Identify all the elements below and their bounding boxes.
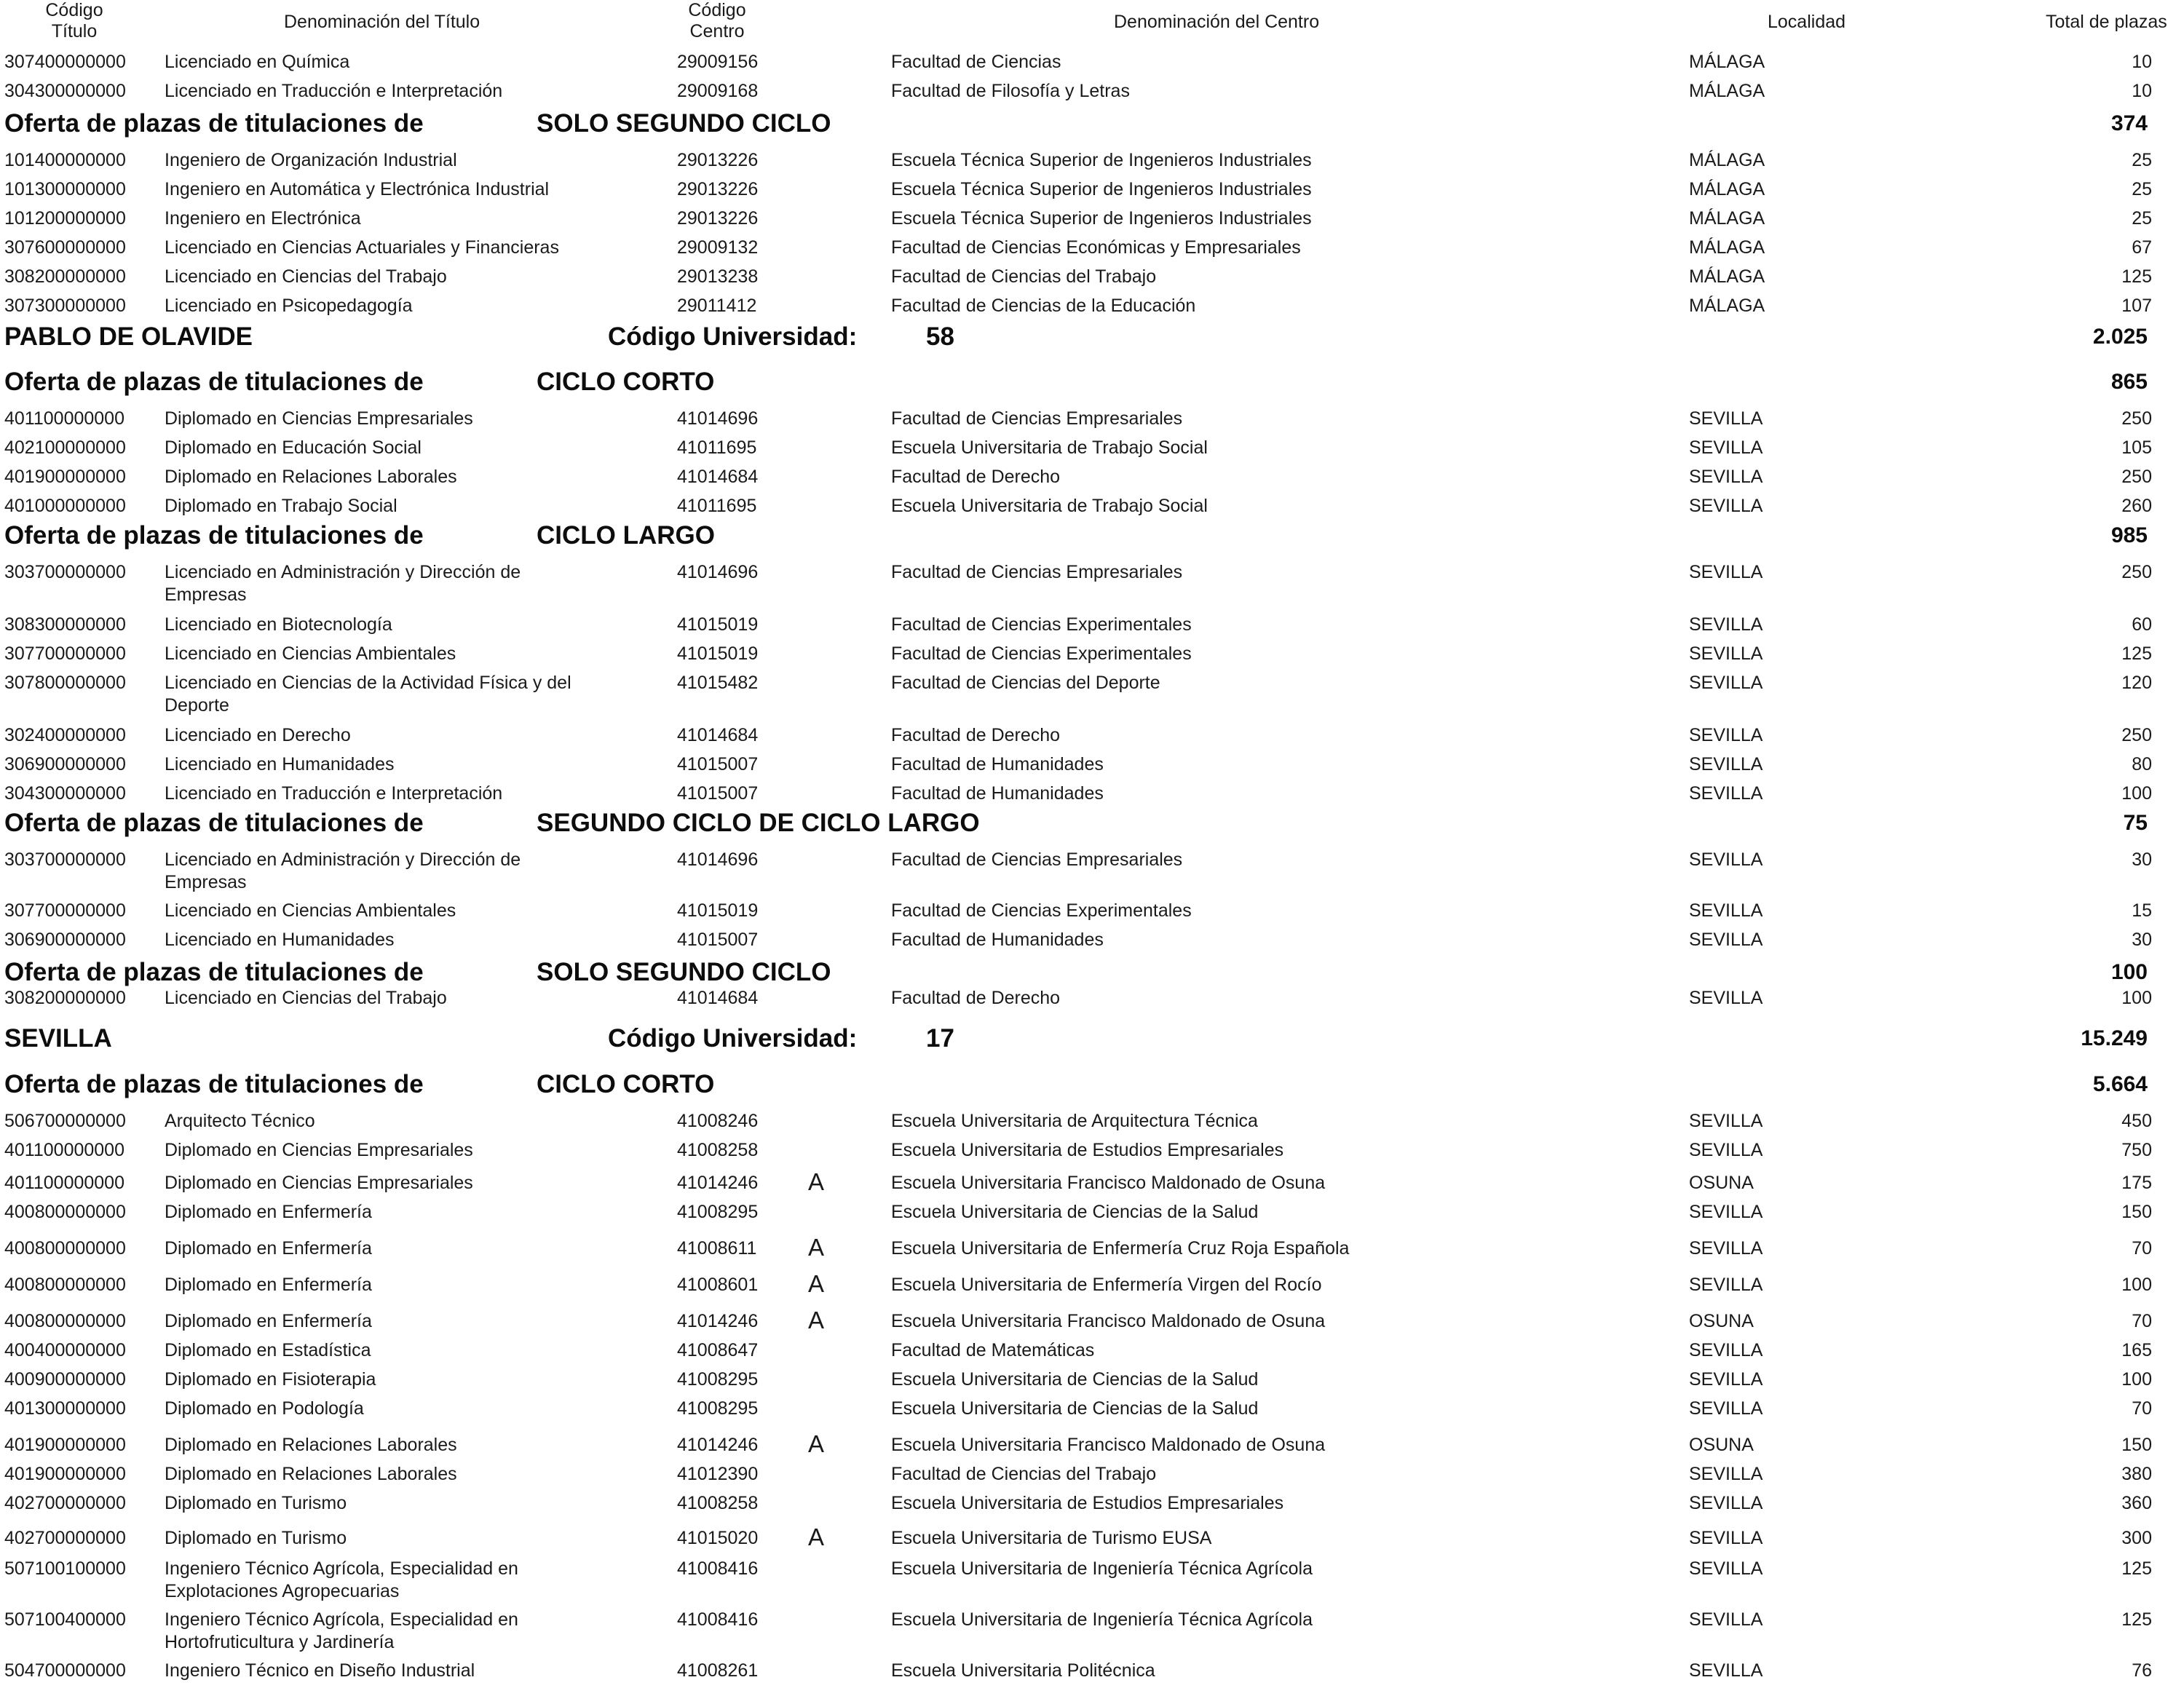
denominacion-titulo: Licenciado en Ciencias del Trabajo [165, 988, 447, 1008]
total-plazas: 250 [2121, 408, 2152, 429]
localidad: SEVILLA [1689, 614, 1763, 635]
codigo-titulo: 401100000000 [4, 1173, 124, 1193]
localidad: OSUNA [1689, 1173, 1754, 1193]
denominacion-centro: Facultad de Matemáticas [891, 1340, 1095, 1360]
localidad: SEVILLA [1689, 467, 1763, 487]
university-total: 15.249 [2081, 1026, 2148, 1050]
denominacion-centro: Facultad de Ciencias [891, 52, 1061, 72]
section-total: 75 [2123, 811, 2148, 835]
codigo-centro: 41014684 [677, 988, 759, 1008]
denominacion-centro: Facultad de Humanidades [891, 930, 1104, 950]
col-header-denominacion-titulo: Denominación del Título [284, 12, 480, 32]
total-plazas: 25 [2132, 208, 2152, 229]
localidad: SEVILLA [1689, 408, 1763, 429]
total-plazas: 25 [2132, 150, 2152, 170]
denominacion-titulo: Licenciado en Traducción e Interpretación [165, 783, 503, 804]
codigo-centro: 41014246 [677, 1435, 759, 1455]
codigo-centro: 29013226 [677, 208, 759, 229]
localidad: SEVILLA [1689, 900, 1763, 921]
localidad: SEVILLA [1689, 643, 1763, 664]
denominacion-centro: Facultad de Humanidades [891, 754, 1104, 774]
denominacion-centro: Facultad de Humanidades [891, 783, 1104, 804]
total-plazas: 360 [2121, 1493, 2152, 1513]
section-label: Oferta de plazas de titulaciones de [4, 521, 424, 550]
denominacion-centro: Escuela Técnica Superior de Ingenieros Industriales [891, 150, 1312, 170]
total-plazas: 150 [2121, 1435, 2152, 1455]
denominacion-titulo: Arquitecto Técnico [165, 1111, 315, 1131]
denominacion-centro: Escuela Universitaria de Arquitectura Técnica [891, 1111, 1258, 1131]
total-plazas: 260 [2121, 496, 2152, 516]
total-plazas: 125 [2121, 1609, 2152, 1630]
codigo-titulo: 307700000000 [4, 900, 126, 921]
codigo-centro: 29009168 [677, 81, 759, 101]
localidad: MÁLAGA [1689, 208, 1765, 229]
section-total: 865 [2110, 370, 2148, 394]
codigo-titulo: 101300000000 [4, 179, 126, 199]
total-plazas: 125 [2121, 1558, 2152, 1579]
denominacion-centro: Facultad de Ciencias de la Educación [891, 296, 1196, 316]
section-cycle: SOLO SEGUNDO CICLO [537, 958, 831, 986]
denominacion-centro: Facultad de Ciencias del Trabajo [891, 1464, 1157, 1484]
total-plazas: 100 [2121, 1275, 2152, 1295]
flag-a: A [808, 1430, 825, 1457]
localidad: MÁLAGA [1689, 150, 1765, 170]
denominacion-centro: Facultad de Ciencias del Deporte [891, 673, 1160, 693]
codigo-titulo: 507100100000 [4, 1558, 126, 1579]
total-plazas: 107 [2121, 296, 2152, 316]
codigo-centro: 41008647 [677, 1340, 759, 1360]
denominacion-titulo: Diplomado en Turismo [165, 1528, 347, 1548]
denominacion-titulo: Ingeniero Técnico Agrícola, Especialidad en Explotaciones Agropecuarias [165, 1558, 518, 1601]
codigo-centro: 29009156 [677, 52, 759, 72]
codigo-titulo: 308200000000 [4, 988, 126, 1008]
denominacion-centro: Escuela Universitaria de Ciencias de la Salud [891, 1202, 1259, 1222]
codigo-centro: 41008601 [677, 1275, 759, 1295]
denominacion-centro: Facultad de Derecho [891, 467, 1061, 487]
university-code-label: Código Universidad: [608, 1024, 858, 1053]
localidad: SEVILLA [1689, 1558, 1763, 1579]
total-plazas: 380 [2121, 1464, 2152, 1484]
codigo-titulo: 401100000000 [4, 408, 124, 429]
codigo-titulo: 400800000000 [4, 1275, 126, 1295]
codigo-centro: 29013226 [677, 150, 759, 170]
localidad: SEVILLA [1689, 496, 1763, 516]
codigo-centro: 29011412 [677, 296, 757, 316]
codigo-centro: 29013226 [677, 179, 759, 199]
denominacion-titulo: Licenciado en Química [165, 52, 350, 72]
university-total: 2.025 [2092, 325, 2148, 349]
codigo-titulo: 308300000000 [4, 614, 126, 635]
codigo-titulo: 401900000000 [4, 1435, 126, 1455]
codigo-titulo: 401300000000 [4, 1398, 126, 1419]
localidad: OSUNA [1689, 1435, 1754, 1455]
denominacion-titulo: Diplomado en Ciencias Empresariales [165, 408, 473, 429]
codigo-centro: 41014696 [677, 562, 759, 582]
denominacion-centro: Escuela Universitaria de Ingeniería Técnica Agrícola [891, 1609, 1313, 1630]
localidad: SEVILLA [1689, 988, 1763, 1008]
section-total: 374 [2110, 111, 2148, 135]
codigo-titulo: 401900000000 [4, 467, 126, 487]
localidad: SEVILLA [1689, 1528, 1763, 1548]
codigo-titulo: 303700000000 [4, 849, 126, 870]
denominacion-titulo: Licenciado en Administración y Dirección de Empresas [165, 562, 521, 605]
localidad: SEVILLA [1689, 725, 1763, 745]
flag-a: A [808, 1168, 825, 1195]
denominacion-titulo: Ingeniero en Automática y Electrónica Industrial [165, 179, 550, 199]
codigo-centro: 41015019 [677, 643, 759, 664]
section-total: 5.664 [2092, 1072, 2148, 1096]
section-cycle: CICLO LARGO [537, 521, 715, 550]
total-plazas: 250 [2121, 562, 2152, 582]
localidad: SEVILLA [1689, 754, 1763, 774]
codigo-centro: 41015007 [677, 754, 759, 774]
section-total: 985 [2110, 523, 2148, 547]
denominacion-titulo: Ingeniero en Electrónica [165, 208, 361, 229]
denominacion-titulo: Licenciado en Humanidades [165, 930, 395, 950]
total-plazas: 70 [2132, 1238, 2152, 1259]
codigo-titulo: 401100000000 [4, 1140, 124, 1160]
denominacion-centro: Escuela Universitaria de Trabajo Social [891, 496, 1208, 516]
section-cycle: CICLO CORTO [537, 368, 715, 396]
total-plazas: 15 [2132, 900, 2152, 921]
section-label: Oferta de plazas de titulaciones de [4, 368, 424, 396]
denominacion-centro: Facultad de Ciencias Experimentales [891, 643, 1192, 664]
codigo-titulo: 302400000000 [4, 725, 126, 745]
total-plazas: 100 [2121, 1369, 2152, 1390]
localidad: SEVILLA [1689, 1238, 1763, 1259]
codigo-centro: 41015007 [677, 783, 759, 804]
total-plazas: 80 [2132, 754, 2152, 774]
flag-a: A [808, 1234, 825, 1261]
localidad: MÁLAGA [1689, 179, 1765, 199]
denominacion-centro: Escuela Universitaria Francisco Maldonado de Osuna [891, 1173, 1326, 1193]
codigo-titulo: 504700000000 [4, 1660, 126, 1681]
codigo-titulo: 400900000000 [4, 1369, 126, 1390]
total-plazas: 25 [2132, 179, 2152, 199]
denominacion-titulo: Diplomado en Relaciones Laborales [165, 1464, 457, 1484]
col-header-codigo-centro: Código Centro [688, 0, 746, 41]
denominacion-titulo: Diplomado en Podología [165, 1398, 364, 1419]
codigo-centro: 41008295 [677, 1369, 759, 1390]
denominacion-centro: Facultad de Derecho [891, 725, 1061, 745]
denominacion-titulo: Diplomado en Trabajo Social [165, 496, 397, 516]
flag-a: A [808, 1270, 825, 1297]
localidad: SEVILLA [1689, 1369, 1763, 1390]
total-plazas: 100 [2121, 783, 2152, 804]
total-plazas: 250 [2121, 725, 2152, 745]
denominacion-titulo: Ingeniero Técnico en Diseño Industrial [165, 1660, 475, 1681]
total-plazas: 67 [2132, 237, 2152, 258]
codigo-titulo: 304300000000 [4, 783, 126, 804]
total-plazas: 10 [2132, 52, 2152, 72]
codigo-titulo: 402700000000 [4, 1493, 126, 1513]
codigo-centro: 41008611 [677, 1238, 757, 1259]
denominacion-titulo: Diplomado en Enfermería [165, 1311, 372, 1331]
codigo-centro: 41014246 [677, 1173, 759, 1193]
denominacion-titulo: Ingeniero Técnico Agrícola, Especialidad en Hortofruticultura y Jardinería [165, 1609, 518, 1652]
denominacion-titulo: Diplomado en Relaciones Laborales [165, 1435, 457, 1455]
codigo-centro: 41008258 [677, 1140, 759, 1160]
total-plazas: 450 [2121, 1111, 2152, 1131]
denominacion-centro: Facultad de Ciencias Empresariales [891, 849, 1183, 870]
codigo-centro: 41014684 [677, 725, 759, 745]
codigo-titulo: 307300000000 [4, 296, 126, 316]
denominacion-titulo: Diplomado en Estadística [165, 1340, 371, 1360]
total-plazas: 150 [2121, 1202, 2152, 1222]
localidad: SEVILLA [1689, 1202, 1763, 1222]
denominacion-titulo: Licenciado en Traducción e Interpretación [165, 81, 503, 101]
total-plazas: 120 [2121, 673, 2152, 693]
university-code: 17 [926, 1024, 954, 1053]
codigo-centro: 41014696 [677, 849, 759, 870]
codigo-centro: 41008258 [677, 1493, 759, 1513]
denominacion-centro: Escuela Universitaria de Estudios Empresariales [891, 1140, 1284, 1160]
total-plazas: 105 [2121, 437, 2152, 458]
codigo-titulo: 400800000000 [4, 1311, 126, 1331]
codigo-titulo: 307600000000 [4, 237, 126, 258]
localidad: SEVILLA [1689, 1111, 1763, 1131]
total-plazas: 30 [2132, 849, 2152, 870]
codigo-titulo: 307800000000 [4, 673, 126, 693]
denominacion-centro: Escuela Universitaria de Turismo EUSA [891, 1528, 1212, 1548]
total-plazas: 750 [2121, 1140, 2152, 1160]
codigo-titulo: 101400000000 [4, 150, 126, 170]
localidad: SEVILLA [1689, 930, 1763, 950]
codigo-centro: 41012390 [677, 1464, 759, 1484]
denominacion-titulo: Licenciado en Ciencias Actuariales y Financieras [165, 237, 559, 258]
localidad: MÁLAGA [1689, 81, 1765, 101]
codigo-titulo: 400400000000 [4, 1340, 126, 1360]
codigo-centro: 41008295 [677, 1202, 759, 1222]
flag-a: A [808, 1523, 825, 1550]
section-label: Oferta de plazas de titulaciones de [4, 1070, 424, 1098]
total-plazas: 76 [2132, 1660, 2152, 1681]
denominacion-centro: Facultad de Ciencias Empresariales [891, 408, 1183, 429]
codigo-centro: 29013238 [677, 266, 759, 287]
section-label: Oferta de plazas de titulaciones de [4, 809, 424, 837]
denominacion-centro: Escuela Universitaria de Ciencias de la Salud [891, 1398, 1259, 1419]
total-plazas: 125 [2121, 643, 2152, 664]
university-code: 58 [926, 322, 954, 351]
col-header-denominacion-centro: Denominación del Centro [1114, 12, 1320, 32]
column-header-row [0, 0, 2184, 45]
col-header-codigo-titulo: Código Título [45, 0, 103, 41]
codigo-titulo: 303700000000 [4, 562, 126, 582]
total-plazas: 30 [2132, 930, 2152, 950]
codigo-titulo: 506700000000 [4, 1111, 126, 1131]
denominacion-titulo: Licenciado en Psicopedagogía [165, 296, 413, 316]
codigo-titulo: 402700000000 [4, 1528, 126, 1548]
codigo-centro: 41014246 [677, 1311, 759, 1331]
codigo-centro: 41015482 [677, 673, 759, 693]
codigo-titulo: 507100400000 [4, 1609, 126, 1630]
denominacion-titulo: Licenciado en Ciencias Ambientales [165, 900, 456, 921]
total-plazas: 70 [2132, 1398, 2152, 1419]
col-header-localidad: Localidad [1768, 12, 1846, 32]
denominacion-centro: Facultad de Filosofía y Letras [891, 81, 1130, 101]
localidad: SEVILLA [1689, 1398, 1763, 1419]
denominacion-titulo: Licenciado en Humanidades [165, 754, 395, 774]
section-cycle: CICLO CORTO [537, 1070, 715, 1098]
flag-a: A [808, 1307, 825, 1334]
localidad: OSUNA [1689, 1311, 1754, 1331]
university-name: PABLO DE OLAVIDE [4, 322, 253, 351]
codigo-titulo: 402100000000 [4, 437, 126, 458]
denominacion-centro: Escuela Universitaria Politécnica [891, 1660, 1155, 1681]
localidad: SEVILLA [1689, 1140, 1763, 1160]
localidad: SEVILLA [1689, 849, 1763, 870]
university-code-label: Código Universidad: [608, 322, 858, 351]
denominacion-titulo: Licenciado en Ciencias del Trabajo [165, 266, 447, 287]
codigo-titulo: 101200000000 [4, 208, 126, 229]
codigo-centro: 41014684 [677, 467, 759, 487]
codigo-centro: 41008416 [677, 1558, 759, 1579]
codigo-titulo: 307700000000 [4, 643, 126, 664]
localidad: SEVILLA [1689, 1340, 1763, 1360]
total-plazas: 300 [2121, 1528, 2152, 1548]
total-plazas: 60 [2132, 614, 2152, 635]
denominacion-titulo: Diplomado en Ciencias Empresariales [165, 1140, 473, 1160]
localidad: MÁLAGA [1689, 266, 1765, 287]
codigo-centro: 41014696 [677, 408, 759, 429]
codigo-centro: 41008261 [677, 1660, 759, 1681]
denominacion-titulo: Diplomado en Turismo [165, 1493, 347, 1513]
localidad: SEVILLA [1689, 1609, 1763, 1630]
codigo-centro: 41008246 [677, 1111, 759, 1131]
codigo-centro: 41015007 [677, 930, 759, 950]
section-total: 100 [2110, 960, 2148, 984]
codigo-centro: 41011695 [677, 437, 757, 458]
total-plazas: 100 [2121, 988, 2152, 1008]
denominacion-centro: Facultad de Ciencias Experimentales [891, 900, 1192, 921]
denominacion-titulo: Diplomado en Educación Social [165, 437, 422, 458]
codigo-centro: 41015019 [677, 900, 759, 921]
denominacion-centro: Facultad de Derecho [891, 988, 1061, 1008]
localidad: SEVILLA [1689, 673, 1763, 693]
denominacion-centro: Escuela Técnica Superior de Ingenieros Industriales [891, 179, 1312, 199]
denominacion-centro: Escuela Universitaria de Ciencias de la Salud [891, 1369, 1259, 1390]
section-label: Oferta de plazas de titulaciones de [4, 958, 424, 986]
codigo-centro: 41011695 [677, 496, 757, 516]
localidad: SEVILLA [1689, 562, 1763, 582]
university-name: SEVILLA [4, 1024, 112, 1053]
denominacion-titulo: Licenciado en Derecho [165, 725, 351, 745]
denominacion-titulo: Diplomado en Enfermería [165, 1275, 372, 1295]
codigo-centro: 29009132 [677, 237, 759, 258]
denominacion-titulo: Diplomado en Enfermería [165, 1238, 372, 1259]
denominacion-centro: Escuela Universitaria Francisco Maldonado de Osuna [891, 1311, 1326, 1331]
denominacion-titulo: Ingeniero de Organización Industrial [165, 150, 457, 170]
col-header-total-plazas: Total de plazas [2046, 12, 2167, 32]
total-plazas: 10 [2132, 81, 2152, 101]
localidad: SEVILLA [1689, 1275, 1763, 1295]
denominacion-titulo: Diplomado en Fisioterapia [165, 1369, 376, 1390]
codigo-centro: 41008416 [677, 1609, 759, 1630]
section-label: Oferta de plazas de titulaciones de [4, 109, 424, 138]
total-plazas: 250 [2121, 467, 2152, 487]
denominacion-titulo: Licenciado en Ciencias de la Actividad Física y del Deporte [165, 673, 571, 716]
denominacion-centro: Facultad de Ciencias Experimentales [891, 614, 1192, 635]
codigo-titulo: 400800000000 [4, 1202, 126, 1222]
codigo-titulo: 400800000000 [4, 1238, 126, 1259]
codigo-titulo: 307400000000 [4, 52, 126, 72]
denominacion-titulo: Licenciado en Biotecnología [165, 614, 392, 635]
denominacion-centro: Escuela Universitaria de Estudios Empresariales [891, 1493, 1284, 1513]
codigo-titulo: 304300000000 [4, 81, 126, 101]
denominacion-centro: Escuela Universitaria Francisco Maldonado de Osuna [891, 1435, 1326, 1455]
localidad: MÁLAGA [1689, 52, 1765, 72]
codigo-titulo: 306900000000 [4, 754, 126, 774]
codigo-centro: 41015020 [677, 1528, 759, 1548]
codigo-centro: 41015019 [677, 614, 759, 635]
denominacion-centro: Escuela Universitaria de Enfermería Cruz Roja Española [891, 1238, 1350, 1259]
denominacion-centro: Facultad de Ciencias Empresariales [891, 562, 1183, 582]
localidad: SEVILLA [1689, 1660, 1763, 1681]
denominacion-titulo: Diplomado en Ciencias Empresariales [165, 1173, 473, 1193]
localidad: SEVILLA [1689, 437, 1763, 458]
denominacion-titulo: Diplomado en Enfermería [165, 1202, 372, 1222]
denominacion-centro: Escuela Universitaria de Ingeniería Técnica Agrícola [891, 1558, 1313, 1579]
section-cycle: SEGUNDO CICLO DE CICLO LARGO [537, 809, 980, 837]
total-plazas: 165 [2121, 1340, 2152, 1360]
localidad: MÁLAGA [1689, 296, 1765, 316]
codigo-titulo: 401900000000 [4, 1464, 126, 1484]
denominacion-centro: Escuela Universitaria de Trabajo Social [891, 437, 1208, 458]
total-plazas: 125 [2121, 266, 2152, 287]
denominacion-titulo: Licenciado en Administración y Dirección de Empresas [165, 849, 521, 892]
codigo-titulo: 401000000000 [4, 496, 126, 516]
denominacion-titulo: Licenciado en Ciencias Ambientales [165, 643, 456, 664]
denominacion-titulo: Diplomado en Relaciones Laborales [165, 467, 457, 487]
section-cycle: SOLO SEGUNDO CICLO [537, 109, 831, 138]
denominacion-centro: Facultad de Ciencias del Trabajo [891, 266, 1157, 287]
codigo-titulo: 308200000000 [4, 266, 126, 287]
localidad: MÁLAGA [1689, 237, 1765, 258]
localidad: SEVILLA [1689, 1464, 1763, 1484]
localidad: SEVILLA [1689, 783, 1763, 804]
codigo-centro: 41008295 [677, 1398, 759, 1419]
denominacion-centro: Escuela Técnica Superior de Ingenieros Industriales [891, 208, 1312, 229]
total-plazas: 175 [2121, 1173, 2152, 1193]
denominacion-centro: Facultad de Ciencias Económicas y Empresariales [891, 237, 1301, 258]
codigo-titulo: 306900000000 [4, 930, 126, 950]
localidad: SEVILLA [1689, 1493, 1763, 1513]
denominacion-centro: Escuela Universitaria de Enfermería Virgen del Rocío [891, 1275, 1322, 1295]
total-plazas: 70 [2132, 1311, 2152, 1331]
